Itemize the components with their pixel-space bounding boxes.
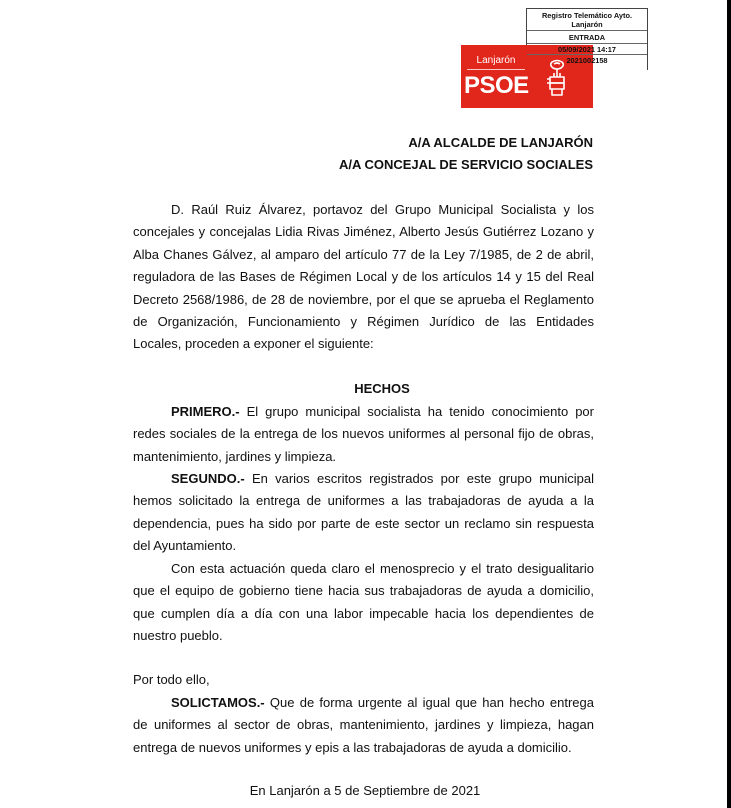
stamp-type: ENTRADA	[527, 31, 647, 44]
hechos-primero	[133, 401, 594, 468]
solicitamos-label: SOLICTAMOS.-	[171, 695, 265, 710]
section-title-hechos: HECHOS	[354, 381, 410, 396]
addressee-councillor: A/A CONCEJAL DE SERVICIO SOCIALES	[338, 157, 593, 172]
closing-intro: Por todo ello,	[133, 672, 210, 687]
primero-label: PRIMERO.-	[171, 404, 240, 419]
stamp-title: Registro Telemático Ayto. Lanjarón	[527, 9, 647, 31]
paragraph-3-text: Con esta actuación queda claro el menosprecio y el trato desigualitario que el equipo de gobierno tiene hacia sus trabajadoras de ayuda a domicilio, que cumplen día a día con una labor impecable hacia los dependientes de nuestro pueblo.	[133, 561, 594, 644]
logo-party-name: PSOE	[464, 72, 529, 99]
segundo-label: SEGUNDO.-	[171, 471, 245, 486]
stamp-number: 2021002158	[566, 56, 608, 65]
stamp-date: 05/09/2021 14:17	[527, 44, 647, 55]
page-edge-strip	[727, 0, 731, 808]
primero-text: El grupo municipal socialista ha tenido conocimiento por redes sociales de la entrega de los nuevos uniformes al personal fijo de obras, mantenimiento, jardines y limpieza.	[133, 404, 594, 464]
hechos-paragraph-3	[133, 558, 594, 648]
solicitamos-text: Que de forma urgente al igual que han hecho entrega de uniformes al sector de obras, mantenimiento, jardines y limpieza, hagan entrega de nuevos uniformes y epis a las trabajadoras de ayuda a domicilio.	[133, 695, 594, 755]
addressee-mayor: A/A ALCALDE DE LANJARÓN	[408, 135, 593, 150]
registry-stamp	[526, 8, 648, 70]
logo-divider	[467, 69, 525, 70]
signature-date: En Lanjarón a 5 de Septiembre de 2021	[249, 783, 481, 798]
solicitamos-paragraph	[133, 692, 594, 759]
logo-town: Lanjarón	[476, 55, 516, 66]
hechos-segundo	[133, 468, 594, 558]
intro-paragraph	[133, 199, 594, 356]
segundo-text: En varios escritos registrados por este grupo municipal hemos solicitado la entrega de uniformes a las trabajadoras de ayuda a la dependencia, pues ha sido por parte de este sector un reclamo sin respuesta del Ayuntamiento.	[133, 471, 594, 554]
intro-text: D. Raúl Ruiz Álvarez, portavoz del Grupo Municipal Socialista y los concejales y concejalas Lidia Rivas Jiménez, Alberto Jesús Gutiérrez Lozano y Alba Chanes Gálvez, al amparo del artículo 77 de la Ley 7/1985, de 2 de abril, reguladora de las Bases de Régimen Local y de los artículos 14 y 15 del Real Decreto 2568/1986, de 28 de noviembre, por el que se aprueba el Reglamento de Organización, Funcionamiento y Régimen Jurídico de las Entidades Locales, proceden a exponer el siguiente:	[133, 202, 594, 352]
